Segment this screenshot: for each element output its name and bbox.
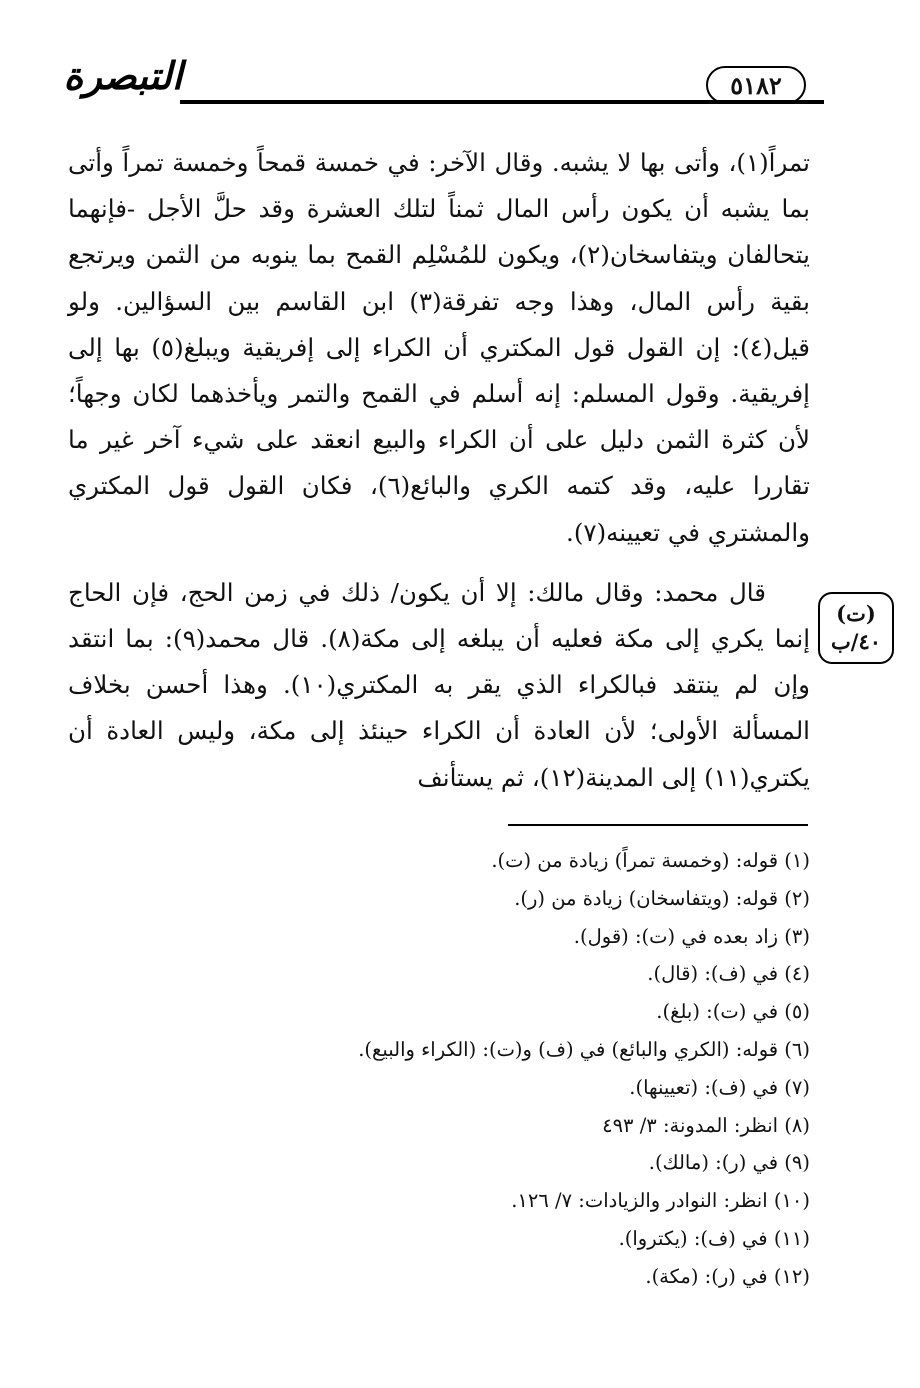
main-text <box>68 140 810 801</box>
book-title: التبصرة <box>63 52 183 98</box>
manuscript-siglum: (ت) <box>836 601 876 626</box>
footnote: (٣) زاد بعده في (ت): (قول). <box>573 924 810 948</box>
footnote: (٥) في (ت): (بلغ). <box>656 1000 810 1024</box>
footnote: (٦) قوله: (الكري والبائع) في (ف) و(ت): (الكراء والبيع). <box>358 1037 810 1061</box>
footnote: (٢) قوله: (ويتفاسخان) زيادة من (ر). <box>514 886 810 910</box>
folio-number: ٤٠/ب <box>831 629 882 654</box>
footnote: (٨) انظر: المدونة: ٣/ ٤٩٣ <box>602 1113 810 1137</box>
page-header <box>0 0 920 110</box>
paragraph: قال محمد: وقال مالك: إلا أن يكون/ ذلك في زمن الحج، فإن الحاج إنما يكري إلى مكة فعليه أن يبلغه إلى مكة(٨). قال محمد(٩): بما انتقد وإن لم ينتقد فبالكراء الذي يقر به المكتري(١٠). وهذا أحسن بخلاف المسألة الأولى؛ لأن العادة أن الكراء حينئذ إلى مكة، وليس العادة أن يكتري(١١) إلى المدينة(١٢)، ثم يستأنف <box>68 577 811 792</box>
page-number: ٥١٨٢ <box>706 66 806 104</box>
footnote: (١٠) انظر: النوادر والزيادات: ٧/ ١٢٦. <box>511 1189 810 1213</box>
paragraph: تمراً(١)، وأتى بها لا يشبه. وقال الآخر: في خمسة قمحاً وخمسة تمراً وأتى بما يشبه أن يكون رأس المال ثمناً لتلك العشرة وقد حلَّ الأجل -فإنهما يتحالفان ويتفاسخان(٢)، ويكون للمُسْلِم القمح بما ينوبه من الثمن ويرتجع بقية رأس المال، وهذا وجه تفرقة(٣) ابن القاسم بين السؤالين. ولو قيل(٤): إن القول قول المكتري أن الكراء إلى إفريقية ويبلغ(٥) بها إلى إفريقية. وقول المسلم: إنه أسلم في القمح والتمر ويأخذهما لكان وجهاً؛ لأن كثرة الثمن دليل على أن الكراء والبيع انعقد على شيء آخر غير ما تقاررا عليه، وقد كتمه الكري والبائع(٦)، فكان القول قول المكتري والمشتري في تعيينه(٧). <box>68 148 811 547</box>
footnote: (١) قوله: (وخمسة تمراً) زيادة من (ت). <box>491 849 810 872</box>
footnote: (٤) في (ف): (قال). <box>647 962 810 986</box>
footnote: (٩) في (ر): (مالك). <box>648 1151 810 1175</box>
footnote-divider <box>508 824 808 826</box>
header-rule <box>180 100 824 104</box>
footnote: (١١) في (ف): (يكتروا). <box>618 1226 810 1250</box>
manuscript-folio-note <box>818 592 894 664</box>
footnote: (٧) في (ف): (تعيينها). <box>629 1075 810 1099</box>
footnotes <box>300 842 810 1296</box>
footnote: (١٢) في (ر): (مكة). <box>645 1264 810 1288</box>
